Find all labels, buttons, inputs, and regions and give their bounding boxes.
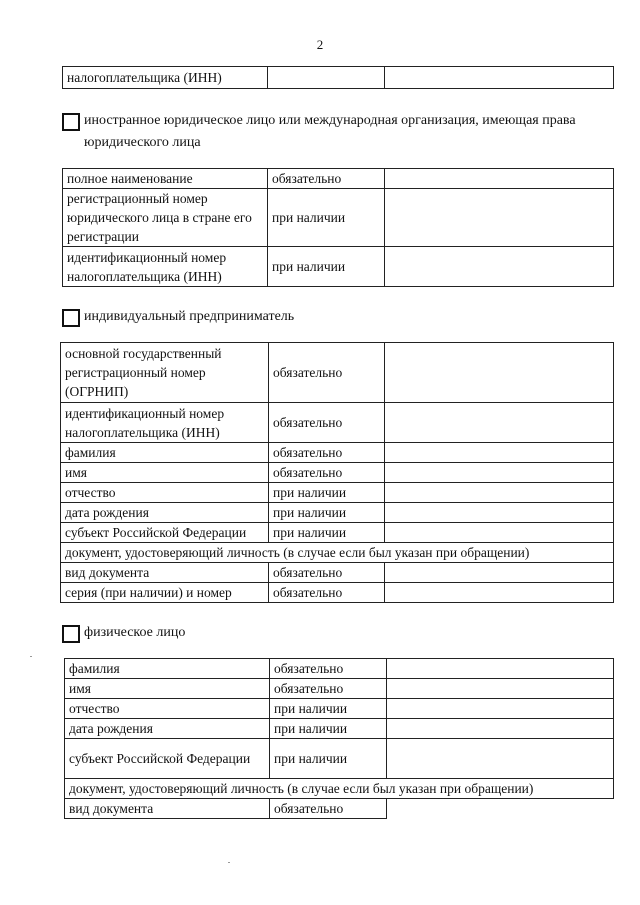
field-requirement: обязательно bbox=[269, 343, 385, 403]
table-row bbox=[65, 699, 614, 719]
table-row bbox=[61, 443, 614, 463]
table-row bbox=[63, 169, 614, 189]
document-section-label: документ, удостоверяющий личность (в случае если был указан при обращении) bbox=[65, 779, 614, 799]
field-value-cell[interactable] bbox=[385, 403, 614, 443]
field-value-cell[interactable] bbox=[385, 523, 614, 543]
document-section-label: документ, удостоверяющий личность (в случае если был указан при обращении) bbox=[61, 543, 614, 563]
table-row bbox=[61, 483, 614, 503]
field-requirement: при наличии bbox=[268, 247, 385, 287]
field-value-cell[interactable] bbox=[387, 659, 614, 679]
field-label: имя bbox=[65, 679, 270, 699]
field-label: регистрационный номер юридического лица в стране его регистрации bbox=[63, 189, 268, 247]
field-label: фамилия bbox=[61, 443, 269, 463]
field-label: вид документа bbox=[65, 799, 270, 819]
individual-heading: физическое лицо bbox=[62, 622, 614, 644]
table-row bbox=[65, 679, 614, 699]
table-row bbox=[65, 739, 614, 779]
field-requirement: при наличии bbox=[269, 483, 385, 503]
field-requirement: обязательно bbox=[270, 659, 387, 679]
field-requirement: обязательно bbox=[269, 563, 385, 583]
field-value-cell[interactable] bbox=[385, 503, 614, 523]
field-requirement: обязательно bbox=[269, 463, 385, 483]
field-label: серия (при наличии) и номер bbox=[61, 583, 269, 603]
field-value-cell[interactable] bbox=[385, 67, 614, 89]
field-requirement: при наличии bbox=[269, 523, 385, 543]
foreign-entity-heading: иностранное юридическое лицо или международная организация, имеющая права юридического лица bbox=[62, 110, 614, 154]
entrepreneur-table-section bbox=[60, 342, 614, 603]
field-value-cell[interactable] bbox=[387, 679, 614, 699]
field-value-cell[interactable] bbox=[387, 719, 614, 739]
field-requirement: при наличии bbox=[270, 699, 387, 719]
entrepreneur-heading: индивидуальный предприниматель bbox=[62, 306, 614, 328]
field-value-cell[interactable] bbox=[387, 739, 614, 779]
table-row bbox=[63, 247, 614, 287]
field-value-cell[interactable] bbox=[385, 169, 614, 189]
top-table-section bbox=[62, 66, 614, 89]
entrepreneur-table bbox=[60, 342, 614, 603]
field-requirement: при наличии bbox=[270, 739, 387, 779]
table-row bbox=[61, 543, 614, 563]
field-label: отчество bbox=[65, 699, 270, 719]
field-label: фамилия bbox=[65, 659, 270, 679]
field-label: субъект Российской Федерации bbox=[65, 739, 270, 779]
individual-table-section bbox=[64, 658, 614, 819]
table-row bbox=[65, 719, 614, 739]
field-label: субъект Российской Федерации bbox=[61, 523, 269, 543]
field-label: дата рождения bbox=[65, 719, 270, 739]
table-row bbox=[65, 799, 614, 819]
table-row bbox=[61, 463, 614, 483]
field-requirement: обязательно bbox=[269, 403, 385, 443]
table-row bbox=[63, 67, 614, 89]
field-requirement: обязательно bbox=[269, 443, 385, 463]
field-label: идентификационный номер налогоплательщика (ИНН) bbox=[61, 403, 269, 443]
field-requirement: обязательно bbox=[270, 679, 387, 699]
page-number: 2 bbox=[316, 37, 324, 52]
field-label: идентификационный номер налогоплательщика (ИНН) bbox=[63, 247, 268, 287]
field-requirement: при наличии bbox=[270, 719, 387, 739]
individual-checkbox[interactable] bbox=[62, 625, 80, 643]
field-value-cell[interactable] bbox=[385, 443, 614, 463]
field-value-cell[interactable] bbox=[387, 799, 614, 819]
field-value-cell[interactable] bbox=[387, 699, 614, 719]
field-requirement: обязательно bbox=[268, 169, 385, 189]
field-value-cell[interactable] bbox=[385, 247, 614, 287]
scan-speck bbox=[30, 656, 32, 657]
field-requirement bbox=[268, 67, 385, 89]
field-value-cell[interactable] bbox=[385, 189, 614, 247]
field-requirement: при наличии bbox=[269, 503, 385, 523]
table-row bbox=[61, 523, 614, 543]
field-value-cell[interactable] bbox=[385, 583, 614, 603]
foreign-entity-table-section bbox=[62, 168, 614, 287]
field-value-cell[interactable] bbox=[385, 343, 614, 403]
field-label: имя bbox=[61, 463, 269, 483]
table-row bbox=[61, 563, 614, 583]
foreign-entity-checkbox[interactable] bbox=[62, 113, 80, 131]
individual-table bbox=[64, 658, 614, 819]
field-requirement: обязательно bbox=[270, 799, 387, 819]
table-row bbox=[65, 659, 614, 679]
field-requirement: обязательно bbox=[269, 583, 385, 603]
table-row bbox=[61, 583, 614, 603]
field-value-cell[interactable] bbox=[385, 463, 614, 483]
table-row bbox=[63, 189, 614, 247]
field-requirement: при наличии bbox=[268, 189, 385, 247]
field-label: налогоплательщика (ИНН) bbox=[63, 67, 268, 89]
foreign-entity-table bbox=[62, 168, 614, 287]
field-label: вид документа bbox=[61, 563, 269, 583]
table-row bbox=[65, 779, 614, 799]
table-row bbox=[61, 403, 614, 443]
field-label: дата рождения bbox=[61, 503, 269, 523]
entrepreneur-checkbox[interactable] bbox=[62, 309, 80, 327]
table-row bbox=[61, 503, 614, 523]
top-table bbox=[62, 66, 614, 89]
field-value-cell[interactable] bbox=[385, 483, 614, 503]
table-row bbox=[61, 343, 614, 403]
field-label: отчество bbox=[61, 483, 269, 503]
field-label: полное наименование bbox=[63, 169, 268, 189]
field-value-cell[interactable] bbox=[385, 563, 614, 583]
scan-speck bbox=[228, 862, 230, 863]
field-label: основной государственный регистрационный номер (ОГРНИП) bbox=[61, 343, 269, 403]
